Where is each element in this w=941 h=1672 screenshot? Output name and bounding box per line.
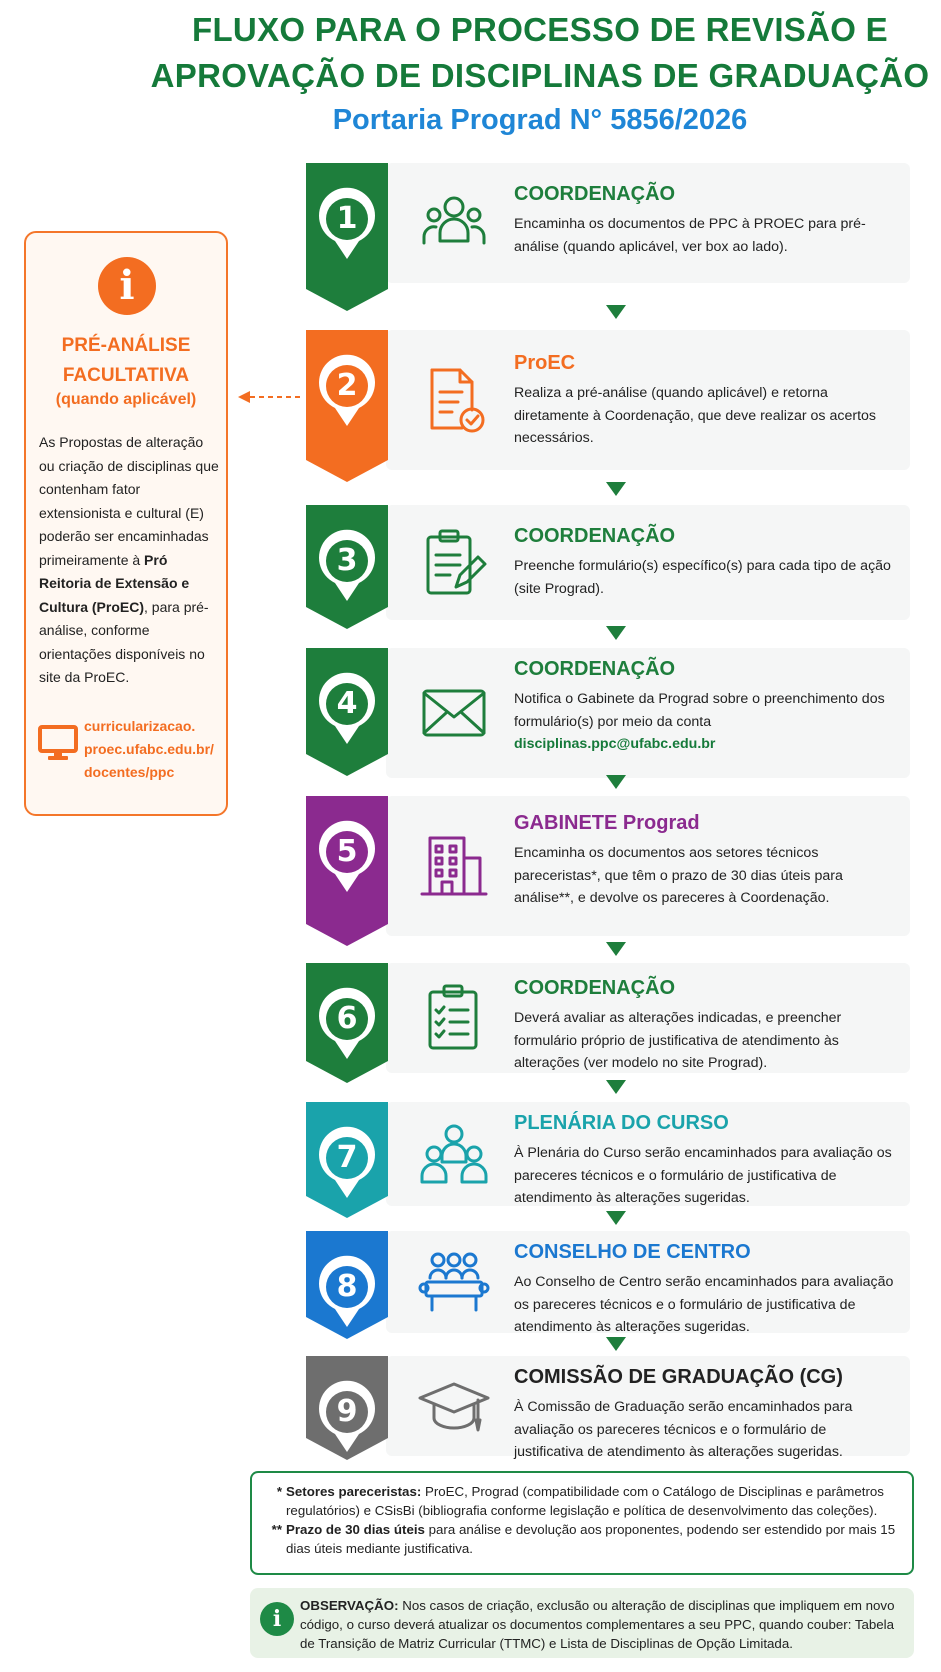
pre-analysis-subtitle: (quando aplicável) [55,391,197,408]
pre-analysis-body-bold: Pró Reitoria de Extensão e Cultura (ProEC) [39,551,190,615]
note-bold: Prazo de 30 dias úteis [286,1522,425,1537]
step-banner [306,796,388,946]
step-1 [306,163,910,283]
pre-analysis-body-part2: , para pré-análise, conforme orientações disponíveis no site da ProEC. [39,598,209,685]
step-desc [514,842,898,910]
step-4 [306,648,910,778]
step-desc [514,1271,898,1339]
step-desc [514,1396,898,1464]
step-number: 1 [336,201,358,236]
building-icon [416,828,492,904]
observation-box [250,1588,914,1658]
down-arrow-icon [606,1211,626,1225]
down-arrow-icon [606,626,626,640]
step-banner [306,1102,388,1218]
step-title: ProEC [514,352,576,374]
observation-label: OBSERVAÇÃO: [300,1598,399,1613]
down-arrow-icon [606,1080,626,1094]
step-6 [306,963,910,1073]
step-desc-text: À Plenária do Curso serão encaminhados para avaliação os pareceres técnicos e o formulário de justificativa de atendimento às alterações sugeridas. [514,1145,892,1206]
pre-analysis-box [24,231,228,816]
step-desc [514,555,898,600]
envelope-icon [416,675,492,751]
step-desc-text: Encaminha os documentos de PPC à PROEC para pré-análise (quando aplicável, ver box ao lado). [514,216,866,255]
note-mark: * [276,1484,282,1499]
pre-analysis-body-part1: As Propostas de alteração ou criação de disciplinas que contenham fator extensionista e cultural (E) poderão ser encaminhadas primeiramente à [39,434,219,568]
step-desc [514,1142,898,1210]
graduation-cap-icon [416,1368,492,1444]
step-banner [306,648,388,776]
page-title-line-2: APROVAÇÃO DE DISCIPLINAS DE GRADUAÇÃO [150,57,930,94]
step-desc [514,1007,898,1075]
step-number: 8 [336,1269,358,1304]
page-subtitle: Portaria Prograd N° 5856/2026 [332,104,748,136]
step-title: CONSELHO DE CENTRO [514,1241,751,1263]
step-title: PLENÁRIA DO CURSO [514,1112,729,1134]
step-number: 6 [336,1001,358,1036]
step-desc [514,688,898,756]
notes-box [250,1471,914,1575]
step-desc-text: Deverá avaliar as alterações indicadas, e preencher formulário próprio de justificativa de atendimento às alterações (ver modelo no site Prograd). [514,1010,842,1071]
observation-text [300,1596,906,1653]
step-title: COORDENAÇÃO [514,977,676,999]
step-title: COMISSÃO DE GRADUAÇÃO (CG) [514,1366,843,1388]
page-title-line-1: FLUXO PARA O PROCESSO DE REVISÃO E [192,11,888,48]
step-banner [306,163,388,311]
meeting-icon [416,1244,492,1320]
clipboard-pen-icon [416,525,492,601]
checklist-icon [416,980,492,1056]
step-5 [306,796,910,936]
step-banner [306,1356,388,1460]
note-mark: ** [271,1522,282,1537]
step-banner [306,963,388,1083]
down-arrow-icon [606,942,626,956]
step-desc-text: Realiza a pré-análise (quando aplicável) e retorna diretamente à Coordenação, que deve realizar os acertos necessários. [514,385,876,446]
step-9 [306,1356,910,1460]
step-number: 5 [336,834,358,869]
down-arrow-icon [606,1337,626,1351]
step-number: 7 [336,1140,358,1175]
dashed-arrow-icon [236,390,306,404]
document-check-icon [416,362,492,438]
step-desc-text: À Comissão de Graduação serão encaminhados para avaliação os pareceres técnicos e o formulário de justificativa de atendimento às alterações sugeridas. [514,1399,853,1460]
pre-analysis-title: PRÉ-ANÁLISE FACULTATIVA [61,335,191,386]
group-icon [416,1116,492,1192]
step-number: 2 [336,368,358,403]
step-desc-text: Ao Conselho de Centro serão encaminhados para avaliação os pareceres técnicos e o formulário de justificativa de atendimento às alterações sugeridas. [514,1274,894,1335]
down-arrow-icon [606,305,626,319]
people-icon [416,185,492,261]
info-icon: i [98,257,156,315]
step-banner [306,1231,388,1339]
note-text [286,1482,898,1520]
step-2 [306,330,910,470]
step-title: GABINETE Prograd [514,812,700,834]
step-desc-text: Preenche formulário(s) específico(s) para cada tipo de ação (site Prograd). [514,558,891,597]
proec-link[interactable]: curricularizacao. proec.ufabc.edu.br/ docentes/ppc [84,718,214,780]
note-row [264,1482,898,1520]
step-number: 9 [336,1394,358,1429]
observation-body: Nos casos de criação, exclusão ou alteração de disciplinas que impliquem em novo código, o curso deverá atualizar os documentos complementares a seu PPC, quando couber: Tabela de Transição de Matriz Curricular (TTMC) e Lista de Disciplinas de Opção Limitada. [300,1598,895,1651]
monitor-icon [38,723,78,763]
pre-analysis-body [39,431,221,690]
step-title: COORDENAÇÃO [514,183,676,205]
step-number: 3 [336,543,358,578]
down-arrow-icon [606,775,626,789]
step-banner [306,330,388,482]
step-desc [514,382,898,450]
step-8 [306,1231,910,1333]
step-desc-text: Notifica o Gabinete da Prograd sobre o preenchimento dos formulário(s) por meio da conta [514,691,885,730]
down-arrow-icon [606,482,626,496]
note-body: ProEC, Prograd (compatibilidade com o Catálogo de Disciplinas e parâmetros regulatórios) e CSisBi (bibliografia conforme legislação e política de desenvolvimento das coleções). [286,1484,884,1518]
step-title: COORDENAÇÃO [514,658,676,680]
step-desc-text: Encaminha os documentos aos setores técnicos pareceristas*, que têm o prazo de 30 dias úteis para análise**, e devolve os pareceres à Coordenação. [514,845,843,906]
info-icon: i [260,1602,294,1636]
note-bold: Setores pareceristas: [286,1484,422,1499]
note-row [264,1520,898,1558]
step-3 [306,505,910,620]
step-number: 4 [336,686,358,721]
step-desc [514,213,898,258]
step-7 [306,1102,910,1206]
step-title: COORDENAÇÃO [514,525,676,547]
step-banner [306,505,388,629]
note-text [286,1520,898,1558]
note-body: para análise e devolução aos proponentes, podendo ser estendido por mais 15 dias úteis mediante justificativa. [286,1522,896,1556]
step-email[interactable]: disciplinas.ppc@ufabc.edu.br [514,736,716,752]
